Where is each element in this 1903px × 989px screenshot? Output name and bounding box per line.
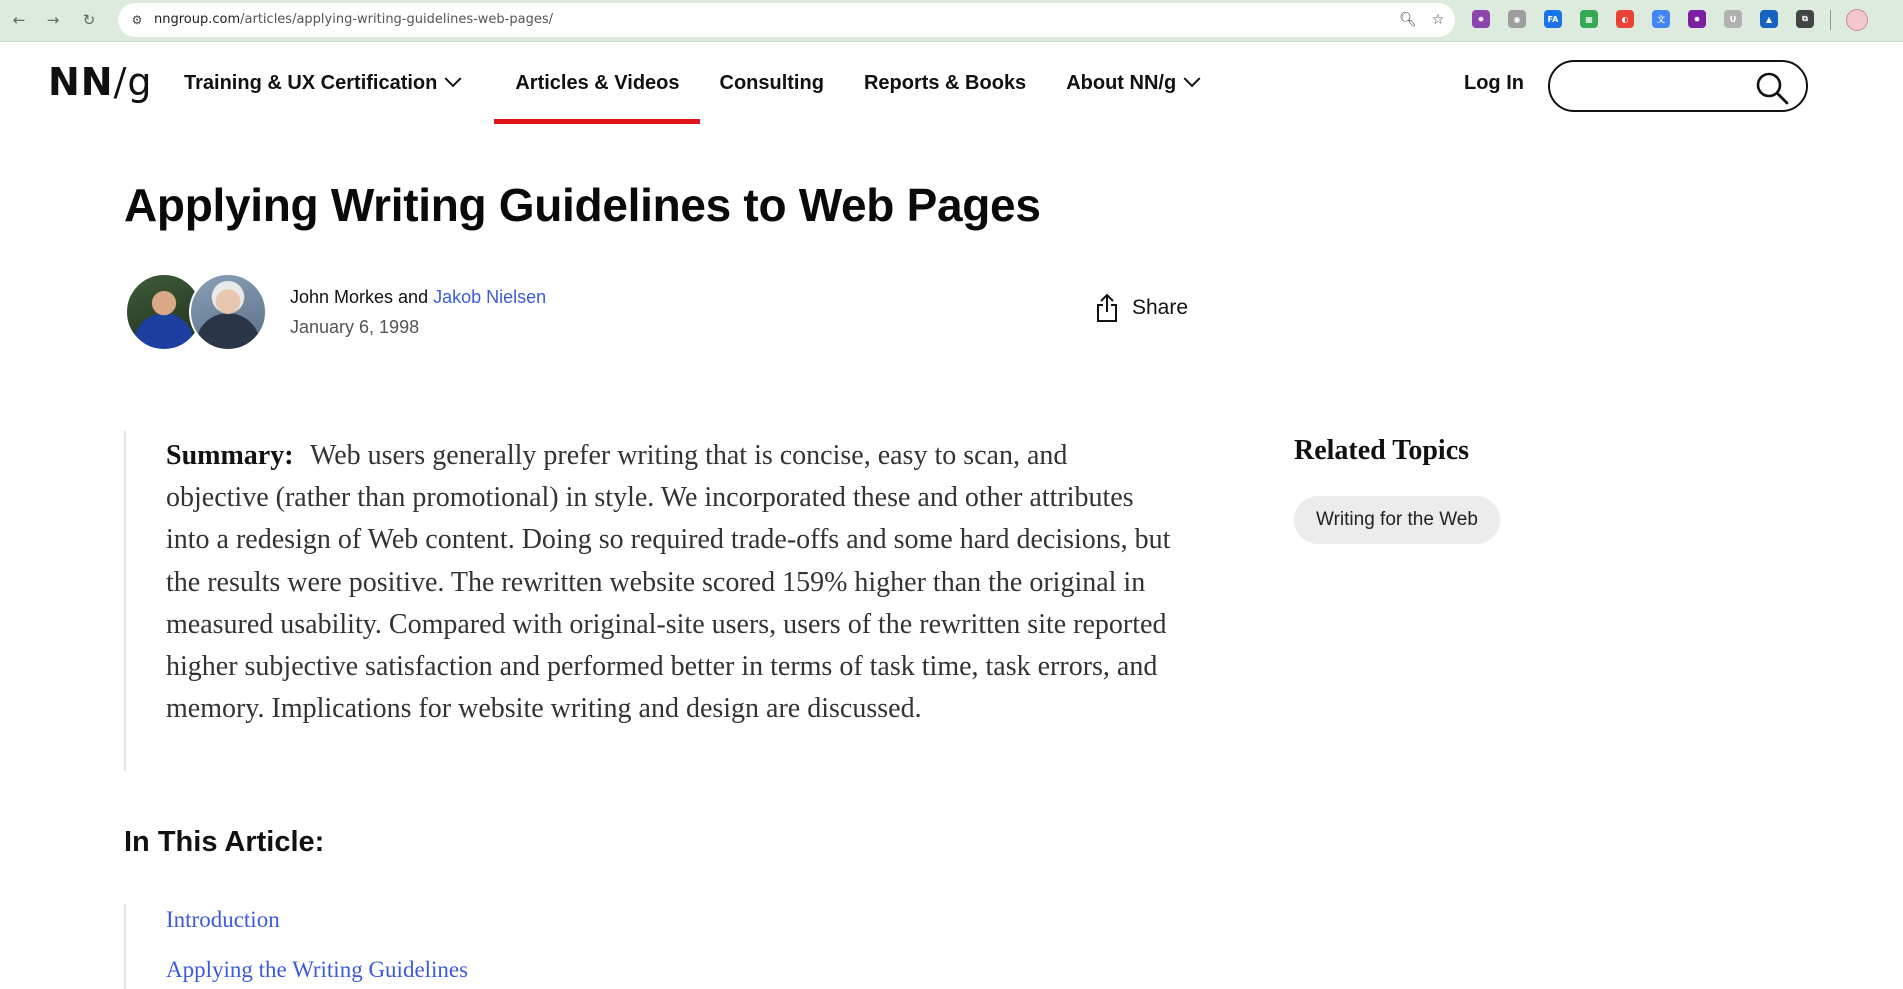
- nav-item-reports-books[interactable]: [864, 42, 1026, 124]
- fa-extension-icon[interactable]: FA: [1544, 10, 1562, 28]
- main-nav: [184, 42, 1198, 124]
- translate-extension-icon[interactable]: 文: [1652, 10, 1670, 28]
- nav-item-label: Consulting: [719, 71, 824, 94]
- author-avatar-nielsen: [189, 273, 267, 351]
- site-info-icon[interactable]: ⚙: [131, 13, 143, 27]
- publish-date: January 6, 1998: [290, 317, 420, 337]
- toolbar-divider: [1830, 10, 1831, 30]
- grid-extension-icon[interactable]: ▦: [1580, 10, 1598, 28]
- table-of-contents: [124, 904, 624, 989]
- nav-item-label: Training & UX Certification: [184, 71, 438, 94]
- search-icon[interactable]: [1754, 70, 1790, 106]
- address-bar[interactable]: [118, 3, 1455, 37]
- puzzle-extension-icon[interactable]: ⧉: [1796, 10, 1814, 28]
- chevron-down-icon: [1184, 70, 1201, 87]
- share-button[interactable]: [1096, 292, 1188, 324]
- chevron-down-icon: [445, 70, 462, 87]
- topic-chip-writing-for-the-web[interactable]: Writing for the Web: [1294, 496, 1500, 544]
- spark-extension-icon[interactable]: ✸: [1472, 10, 1490, 28]
- nav-item-about[interactable]: [1066, 42, 1198, 124]
- page-title: Applying Writing Guidelines to Web Pages: [124, 179, 1041, 231]
- author-byline: [290, 287, 546, 308]
- back-arrow-icon[interactable]: ←: [12, 11, 26, 29]
- nav-item-label: About NN/g: [1066, 71, 1177, 94]
- color-extension-icon[interactable]: ◐: [1616, 10, 1634, 28]
- summary-label: Summary:: [166, 440, 294, 471]
- profile-avatar-icon[interactable]: [1846, 9, 1868, 31]
- share-icon: [1096, 293, 1118, 323]
- search-input[interactable]: [1568, 74, 1748, 100]
- nav-item-consulting[interactable]: [720, 42, 824, 124]
- camera-extension-icon[interactable]: ◉: [1508, 10, 1526, 28]
- forward-arrow-icon[interactable]: →: [46, 11, 60, 29]
- browser-toolbar: [0, 0, 1903, 42]
- bookmark-star-icon[interactable]: ☆: [1431, 12, 1445, 28]
- drive-extension-icon[interactable]: ▲: [1760, 10, 1778, 28]
- zoom-icon[interactable]: 🔍︎: [1399, 12, 1417, 28]
- share-label: Share: [1132, 296, 1189, 319]
- nav-item-articles-videos[interactable]: [515, 42, 679, 124]
- reload-icon[interactable]: ↻: [82, 11, 96, 29]
- search-box[interactable]: [1548, 60, 1808, 112]
- url-text[interactable]: nngroup.com/articles/applying-writing-guidelines-web-pages/: [154, 12, 553, 27]
- nav-item-label: Reports & Books: [863, 71, 1027, 94]
- author-link[interactable]: Jakob Nielsen: [433, 287, 547, 307]
- related-topics-heading: Related Topics: [1294, 435, 1470, 466]
- nav-item-training[interactable]: [184, 42, 459, 124]
- login-link[interactable]: Log In: [1464, 71, 1524, 94]
- toc-link-introduction[interactable]: Introduction: [166, 907, 280, 932]
- summary-text: Web users generally prefer writing that is concise, easy to scan, and objective (rather than promotional) in style. We incorporated these and other attributes into a redesign of Web content. Doing so required trade-offs and some hard decisions, but the results were positive. The rewritten website scored 159% higher than the original in measured usability. Compared with original-site users, users of the rewritten site reported higher subjective satisfaction and performed better in terms of task time, task errors, and memory. Implications for website writing and design are discussed.: [166, 440, 1171, 725]
- u-extension-icon[interactable]: U: [1724, 10, 1742, 28]
- nng-logo[interactable]: NN/g: [48, 60, 153, 104]
- article-summary: [124, 431, 1174, 771]
- toc-heading: In This Article:: [124, 826, 325, 858]
- toc-link-applying-guidelines[interactable]: Applying the Writing Guidelines: [166, 957, 469, 982]
- gear-extension-icon[interactable]: ✹: [1688, 10, 1706, 28]
- author-name: John Morkes and: [290, 287, 434, 307]
- nav-item-label: Articles & Videos: [515, 71, 680, 94]
- site-header: [0, 42, 1903, 124]
